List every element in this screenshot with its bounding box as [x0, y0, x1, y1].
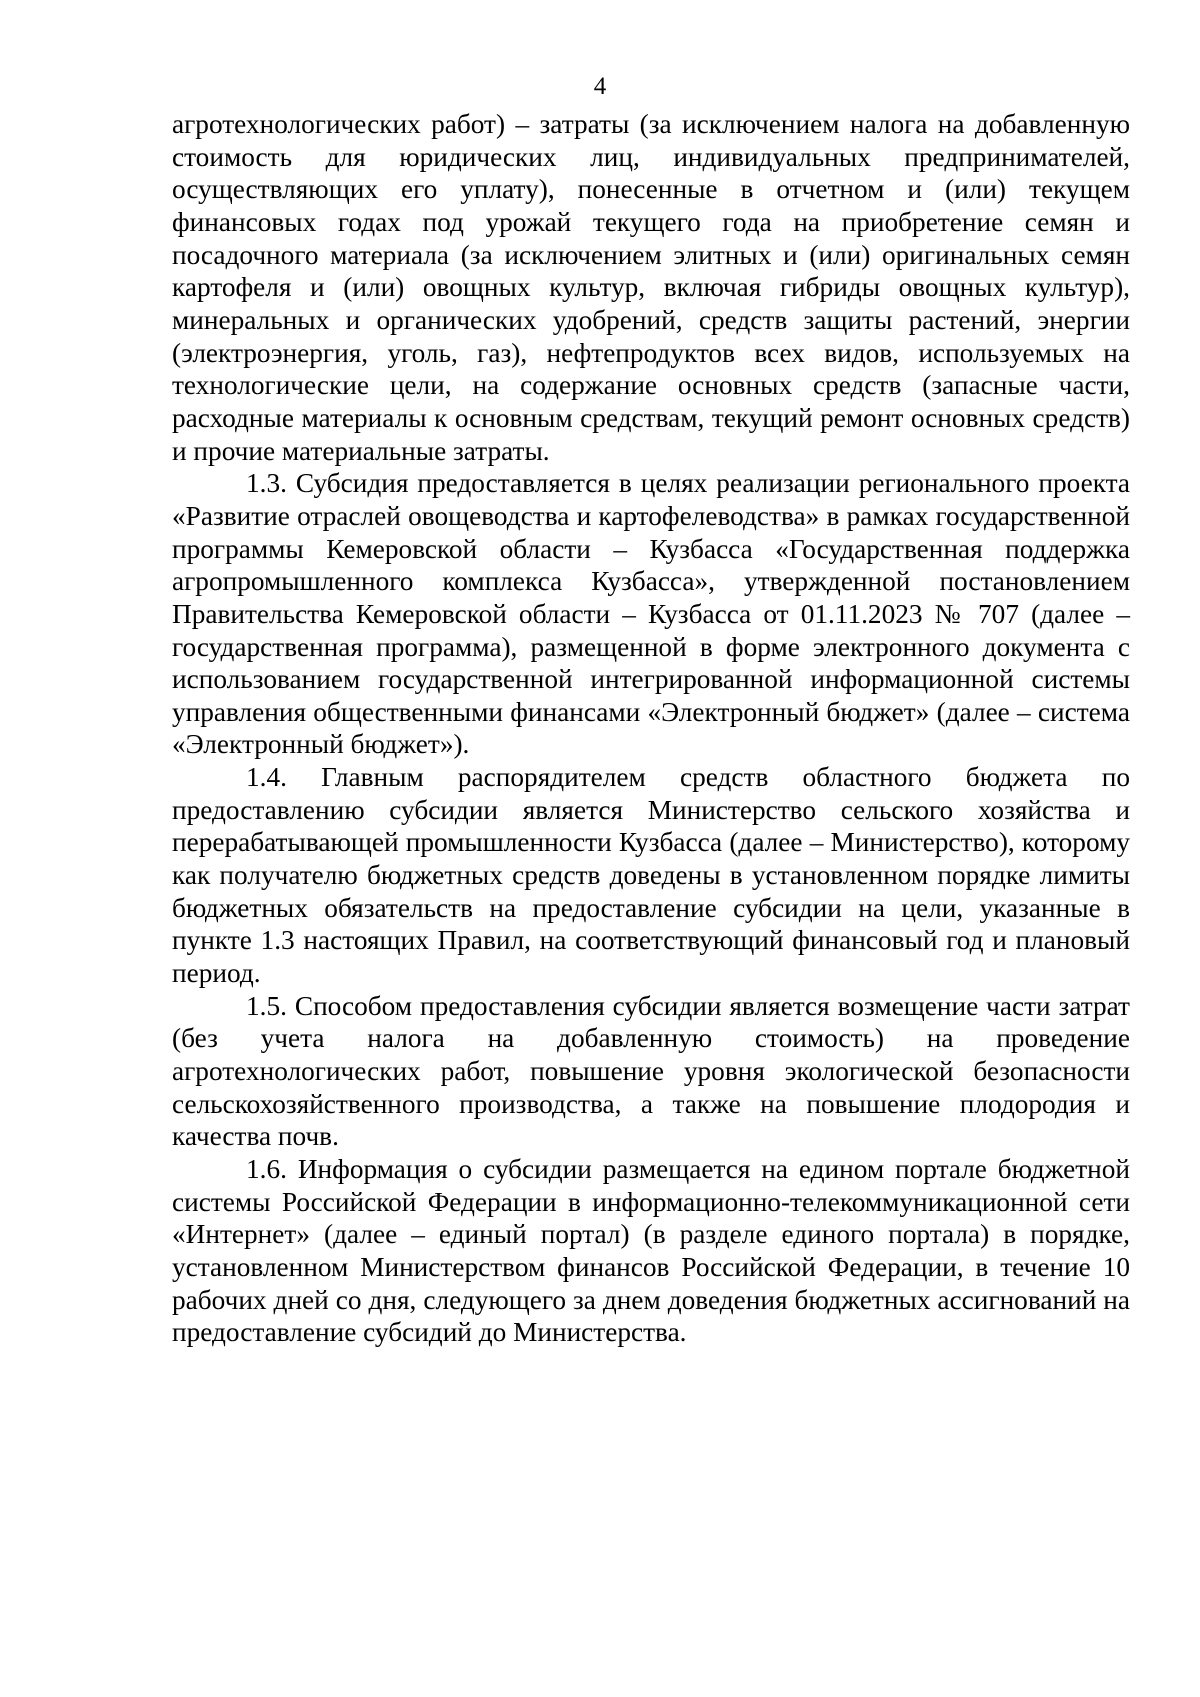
paragraph-1-3: 1.3. Субсидия предоставляется в целях реализации регионального проекта «Развитие отраслей овощеводства и картофелеводства» в рамках государственной программы Кемеровской области – Кузбасса «Государственная поддержка агропромышленного комплекса Кузбасса», утвержденной постановлением Правительства Кемеровской области – Кузбасса от 01.11.2023 № 707 (далее – государственная программа), размещенной в форме электронного документа с использованием государственной интегрированной информационной системы управления общественными финансами «Электронный бюджет» (далее – система «Электронный бюджет»). — [172, 468, 1130, 760]
paragraph-1-5: 1.5. Способом предоставления субсидии является возмещение части затрат (без учета налога на добавленную стоимость) на проведение агротехнологических работ, повышение уровня экологической безопасности сельскохозяйственного производства, а также на повышение плодородия и качества почв. — [172, 990, 1130, 1152]
paragraph-1-4: 1.4. Главным распорядителем средств областного бюджета по предоставлению субсидии является Министерство сельского хозяйства и перерабатывающей промышленности Кузбасса (далее – Министерство), которому как получателю бюджетных средств доведены в установленном порядке лимиты бюджетных обязательств на предоставление субсидии на цели, указанные в пункте 1.3 настоящих Правил, на соответствующий финансовый год и плановый период. — [172, 762, 1130, 989]
page-number: 4 — [593, 73, 607, 100]
paragraph-continuation: агротехнологических работ) – затраты (за исключением налога на добавленную стоимость для юридических лиц, индивидуальных предпринимателей, осуществляющих его уплату), понесенные в отчетном и (или) текущем финансовых годах под урожай текущего года на приобретение семян и посадочного материала (за исключением элитных и (или) оригинальных семян картофеля и (или) овощных культур, включая гибриды овощных культур), минеральных и органических удобрений, средств защиты растений, энергии (электроэнергия, уголь, газ), нефтепродуктов всех видов, используемых на технологические цели, на содержание основных средств (запасные части, расходные материалы к основным средствам, текущий ремонт основных средств) и прочие материальные затраты. — [172, 109, 1130, 466]
paragraph-1-6: 1.6. Информация о субсидии размещается на едином портале бюджетной системы Российской Федерации в информационно-телекоммуникационной сети «Интернет» (далее – единый портал) (в разделе единого портала) в порядке, установленном Министерством финансов Российской Федерации, в течение 10 рабочих дней со дня, следующего за днем доведения бюджетных ассигнований на предоставление субсидий до Министерства. — [172, 1154, 1130, 1348]
document-body — [172, 108, 1130, 1349]
